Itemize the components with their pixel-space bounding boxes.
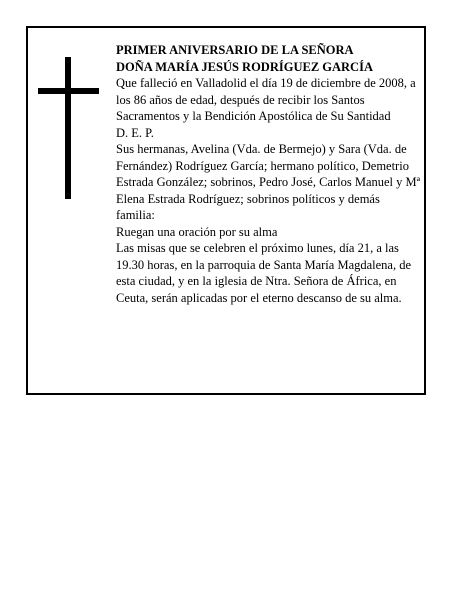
family-list: Sus hermanas, Avelina (Vda. de Bermejo) y Sara (Vda. de Fernández) Rodríguez García; hermano político, Demetrio Estrada González; sobrinos, Pedro José, Carlos Manuel y Mª Elena Estrada Rodríguez; sobrinos políticos y demás familia:: [116, 142, 421, 222]
notice-text: [116, 42, 421, 306]
masses-info: Las misas que se celebren el próximo lunes, día 21, a las 19.30 horas, en la parroquia de Santa María Magdalena, de esta ciudad, y en la iglesia de Ntra. Señora de África, en Ceuta, serán aplicadas por el eterno descanso de su alma.: [116, 241, 412, 305]
notice-title-line1: PRIMER ANIVERSARIO DE LA SEÑORA: [116, 43, 354, 57]
cross-icon: [38, 57, 99, 199]
prayer-request: Ruegan una oración por su alma: [116, 224, 278, 239]
obituary-notice: [26, 26, 426, 395]
cross-horizontal-bar: [38, 88, 99, 94]
cross-vertical-bar: [65, 57, 71, 199]
death-info: Que falleció en Valladolid el día 19 de diciembre de 2008, a los 86 años de edad, después de recibir los Santos Sacramentos y la Bendición Apostólica de Su Santidad: [116, 76, 416, 123]
dep-line: D. E. P.: [116, 125, 154, 140]
notice-title-line2: DOÑA MARÍA JESÚS RODRÍGUEZ GARCÍA: [116, 59, 373, 74]
